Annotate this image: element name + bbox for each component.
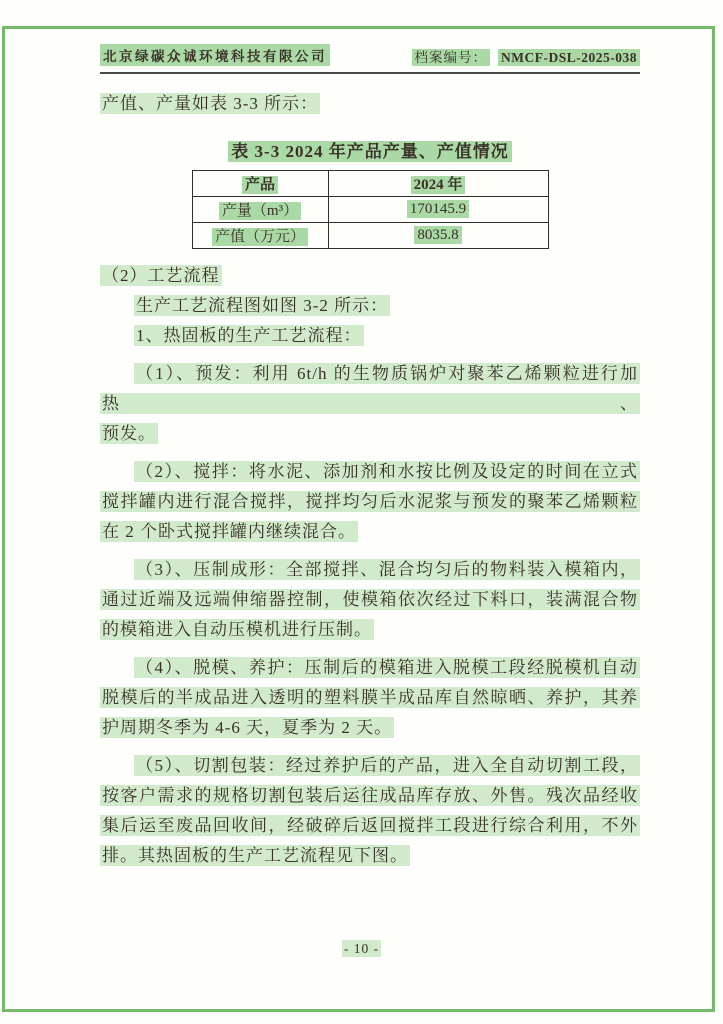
paragraph-line: 排。其热固板的生产工艺流程见下图。 xyxy=(102,846,408,865)
section-heading: （2）工艺流程 xyxy=(102,266,220,285)
paragraph-line: （2）、搅拌：将水泥、添加剂和水按比例及设定的时间在立式 xyxy=(136,462,638,481)
paragraph-line: （1）、预发：利用 6t/h 的生物质锅炉对聚苯乙烯颗粒进行加热、 xyxy=(102,364,638,413)
page-number: - 10 - xyxy=(343,941,380,956)
archive-label: 档案编号： xyxy=(412,49,491,66)
paragraph-line: （4）、脱模、养护：压制后的模箱进入脱模工段经脱模机自动 xyxy=(136,658,638,677)
archive-number-group xyxy=(412,46,641,66)
production-table xyxy=(192,170,549,249)
table-cell: 170145.9 xyxy=(328,197,548,223)
paragraph-line: 的模箱进入自动压模机进行压制。 xyxy=(102,620,372,639)
table-header-cell: 2024 年 xyxy=(328,171,548,197)
paragraph-line: 通过近端及远端伸缩器控制，使模箱依次经过下料口，装满混合物 xyxy=(102,590,638,609)
paragraph-line: 集后运至废品回收间，经破碎后返回搅拌工段进行综合利用，不外 xyxy=(102,816,638,835)
page-header xyxy=(100,44,640,74)
page-content xyxy=(100,0,640,871)
table-cell: 产量（m³） xyxy=(192,197,328,223)
company-name: 北京绿碳众诚环境科技有限公司 xyxy=(100,44,330,66)
intro-line: 产值、产量如表 3-3 所示： xyxy=(102,94,319,113)
table-cell: 产值（万元） xyxy=(192,223,328,249)
archive-number: NMCF-DSL-2025-038 xyxy=(498,49,640,66)
paragraph-line: 在 2 个卧式搅拌罐内继续混合。 xyxy=(102,522,356,541)
table-title: 表 3-3 2024 年产品产量、产值情况 xyxy=(100,137,640,162)
figure-reference-line: 生产工艺流程图如图 3-2 所示： xyxy=(136,296,389,315)
table-cell: 8035.8 xyxy=(328,223,548,249)
paragraph-line: 搅拌罐内进行混合搅拌，搅拌均匀后水泥浆与预发的聚苯乙烯颗粒 xyxy=(102,492,638,511)
table-row xyxy=(192,223,548,249)
table-header-row xyxy=(192,171,548,197)
paragraph-line: 护周期冬季为 4-6 天，夏季为 2 天。 xyxy=(102,718,393,737)
paragraph-line: 按客户需求的规格切割包装后运往成品库存放、外售。残次品经收 xyxy=(102,786,638,805)
paragraph-line: 预发。 xyxy=(102,424,156,443)
paragraph-line: 脱模后的半成品进入透明的塑料膜半成品库自然晾晒、养护，其养 xyxy=(102,688,638,707)
table-header-cell: 产品 xyxy=(192,171,328,197)
paragraph-line: （3）、压制成形：全部搅拌、混合均匀后的物料装入模箱内， xyxy=(136,560,638,579)
item-heading: 1、热固板的生产工艺流程： xyxy=(136,326,362,345)
table-row xyxy=(192,197,548,223)
paragraph-line: （5）、切割包装：经过养护后的产品，进入全自动切割工段， xyxy=(136,756,638,775)
